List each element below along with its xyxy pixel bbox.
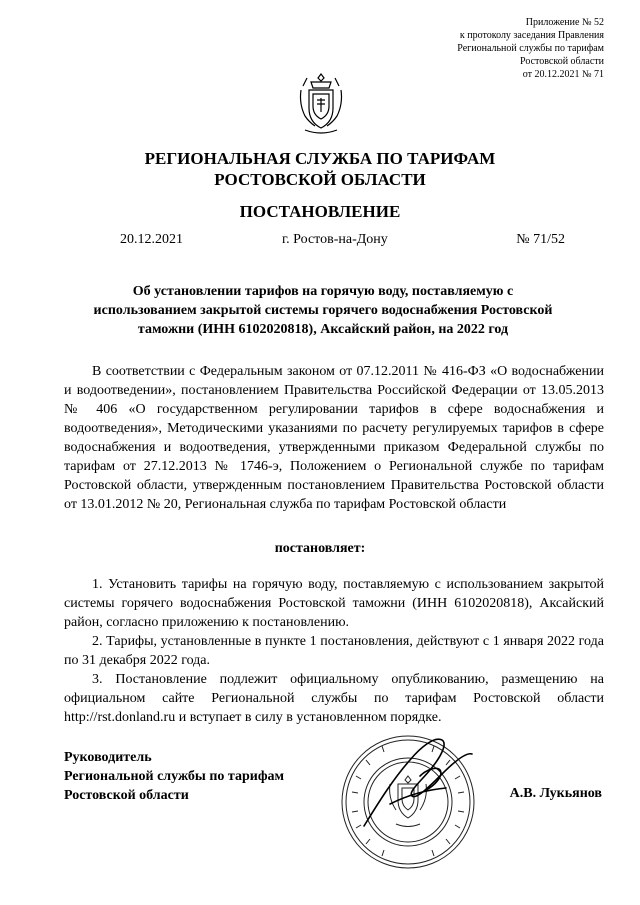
subject-line: таможни (ИНН 6102020818), Аксайский район, на 2022 год [137, 322, 509, 337]
document-number: № 71/52 [516, 232, 565, 247]
document-date: 20.12.2021 [120, 232, 183, 247]
document-type: ПОСТАНОВЛЕНИЕ [239, 202, 401, 221]
clause-item: 2. Тарифы, установленные в пункте 1 постановления, действуют с 1 января 2022 года по 31 декабря 2022 года. [64, 634, 604, 668]
clauses-list [64, 575, 604, 727]
clause-item: 1. Установить тарифы на горячую воду, поставляемую с использованием закрытой системы горячего водоснабжения Ростовской таможни (ИНН 6102020818), Аксайский район, согласно приложению к постановлению. [64, 577, 604, 630]
appendix-line: Региональной службы по тарифам [457, 43, 604, 54]
appendix-line: Приложение № 52 [525, 17, 604, 28]
appendix-line: от 20.12.2021 № 71 [522, 69, 604, 80]
coat-of-arms-icon [295, 70, 347, 136]
document-subject [64, 282, 582, 339]
document-place: г. Ростов-на-Дону [282, 232, 388, 247]
org-title-line: РЕГИОНАЛЬНАЯ СЛУЖБА ПО ТАРИФАМ [144, 149, 496, 168]
appendix-line: к протоколу заседания Правления [459, 30, 604, 41]
appendix-note [457, 16, 604, 81]
handwritten-signature-icon [350, 730, 490, 840]
subject-line: использованием закрытой системы горячего водоснабжения Ростовской [93, 303, 553, 318]
signer-name: А.В. Лукьянов [509, 786, 602, 801]
signer-title-line: Региональной службы по тарифам [64, 769, 285, 784]
org-title [0, 148, 640, 190]
appendix-line: Ростовской области [520, 56, 604, 67]
signer-title-line: Ростовской области [64, 788, 189, 803]
subject-line: Об установлении тарифов на горячую воду, поставляемую с [132, 284, 514, 299]
signer-title [64, 748, 284, 805]
preamble-paragraph: В соответствии с Федеральным законом от 07.12.2011 № 416-ФЗ «О водоснабжении и водоотведении», постановлением Правительства Российской Федерации от 13.05.2013 № 406 «О государственном регулировании тарифов в сфере водоснабжения и водоотведения», Методическими указаниями по расчету регулируемых тарифов в сфере водоснабжения и водоотведения, утвержденными приказом Федеральной службы по тарифам от 27.12.2013 № 1746-э, Положением о Региональной службе по тарифам Ростовской области, утвержденным постановлением Правительства Ростовской области от 13.01.2012 № 20, Региональная служба по тарифам Ростовской области [64, 364, 604, 512]
resolves-heading: постановляет: [274, 541, 366, 556]
clause-item: 3. Постановление подлежит официальному опубликованию, размещению на официальном сайте Региональной службы по тарифам Ростовской области http://rst.donland.ru и вступает в силу в установленном порядке. [64, 672, 604, 725]
org-title-line: РОСТОВСКОЙ ОБЛАСТИ [214, 170, 426, 189]
signer-title-line: Руководитель [64, 750, 152, 765]
